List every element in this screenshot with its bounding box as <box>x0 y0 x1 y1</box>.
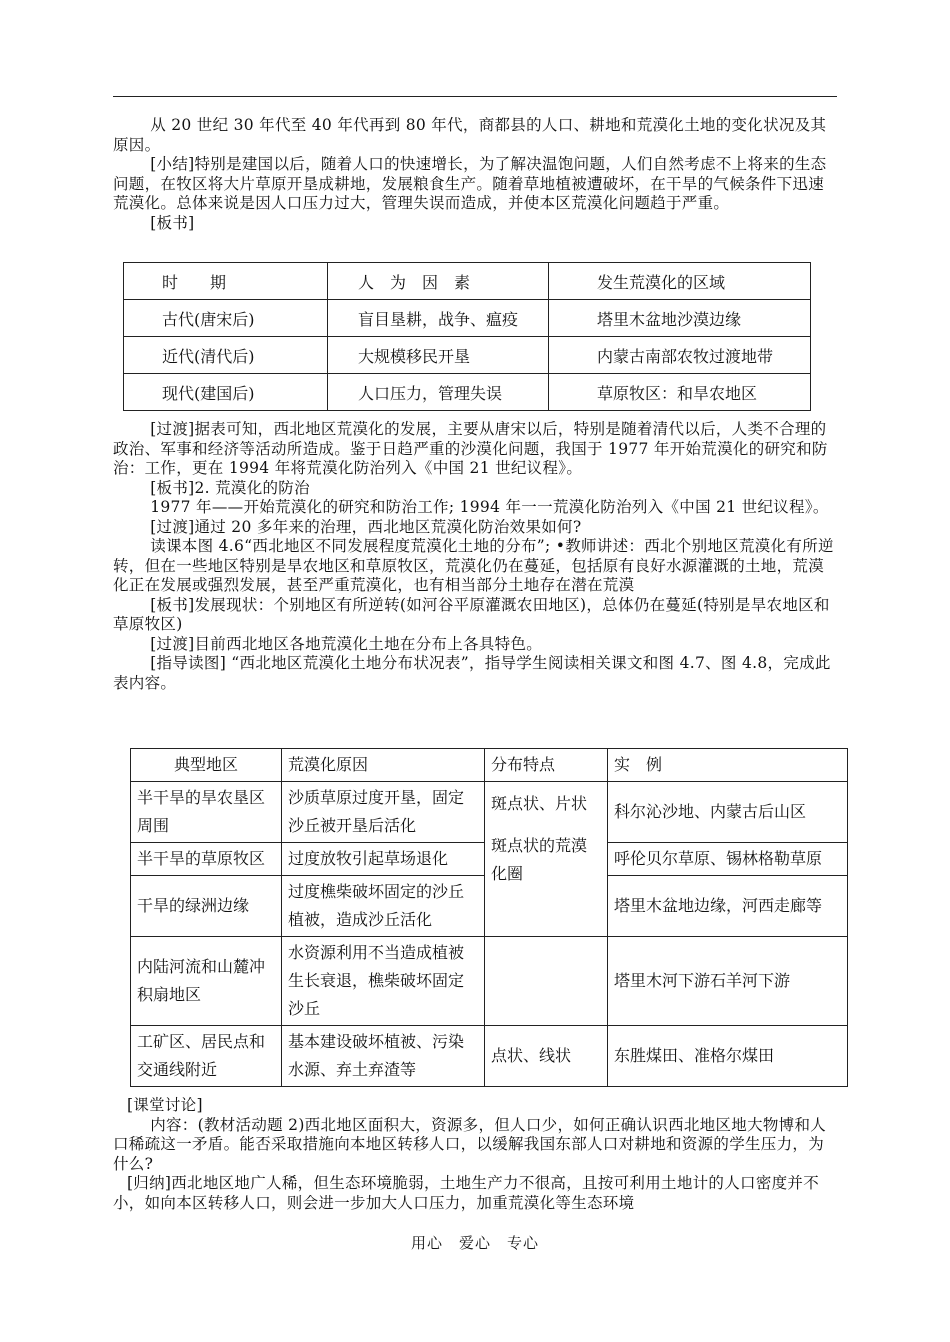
transition-paragraph: [过渡]通过 20 多年来的治理，西北地区荒漠化防治效果如何? <box>150 517 582 536</box>
feature-text: 斑点状、片状 <box>491 794 588 813</box>
paragraph: 1977 年——开始荒漠化的研究和防治工作; 1994 年一一荒漠化防治列入《中国 21 世纪议程》。 <box>150 498 829 516</box>
table-row <box>124 374 811 411</box>
table-cell: 沙质草原过度开垦，固定沙丘被开垦后活化 <box>282 782 485 843</box>
discussion-section <box>113 1096 837 1213</box>
table-cell: 过度樵柴破坏固定的沙丘植被，造成沙丘活化 <box>282 876 485 937</box>
board-paragraph: [板书]发展现状：个别地区有所逆转(如河谷平原灌溉农田地区)，总体仍在蔓延(特别是旱农地区和草原牧区) <box>113 595 830 633</box>
table-cell: 古代(唐宋后) <box>124 300 328 337</box>
table-header-row <box>131 749 848 782</box>
table-cell: 人口压力，管理失误 <box>328 374 549 411</box>
table-header-cell: 荒漠化原因 <box>282 749 485 782</box>
page-footer: 用心 爱心 专心 <box>410 1234 539 1252</box>
table-header-row <box>124 263 811 300</box>
table-cell: 呼伦贝尔草原、锡林格勒草原 <box>608 843 848 876</box>
table-cell: 半干旱的草原牧区 <box>131 843 282 876</box>
table-cell <box>485 937 608 1026</box>
table-header-cell: 发生荒漠化的区域 <box>549 263 811 300</box>
board-label: [板书] <box>150 213 195 232</box>
table-cell: 干旱的绿洲边缘 <box>131 876 282 937</box>
middle-section <box>113 420 837 693</box>
table-cell: 现代(建国后) <box>124 374 328 411</box>
table-cell: 草原牧区：和旱农地区 <box>549 374 811 411</box>
table-header-cell: 人 为 因 素 <box>328 263 549 300</box>
table-cell: 盲目垦耕，战争、瘟疫 <box>328 300 549 337</box>
table-row <box>131 1026 848 1087</box>
summary-paragraph: [小结]特别是建国以后，随着人口的快速增长，为了解决温饱问题，人们自然考虑不上将来的生态问题，在牧区将大片草原开垦成耕地，发展粮食生产。随着草地植被遭破坏，在干旱的气候条件下迅速荒漠化。总体来说是因人口压力过大，管理失误而造成，并使本区荒漠化问题趋于严重。 <box>113 155 827 212</box>
table-cell: 大规模移民开垦 <box>328 337 549 374</box>
table-cell: 塔里木河下游石羊河下游 <box>608 937 848 1026</box>
table-header-cell: 时 期 <box>124 263 328 300</box>
summary-paragraph: [归纳]西北地区地广人稀，但生态环境脆弱，土地生产力不很高，且按可利用土地计的人口密度并不小，如向本区转移人口，则会进一步加大人口压力，加重荒漠化等生态环境 <box>113 1174 820 1212</box>
table-cell: 半干旱的旱农垦区周围 <box>131 782 282 843</box>
table-cell: 科尔沁沙地、内蒙古后山区 <box>608 782 848 843</box>
table-cell: 内蒙古南部农牧过渡地带 <box>549 337 811 374</box>
table-row <box>124 337 811 374</box>
table-row <box>131 782 848 843</box>
transition-paragraph: [过渡]目前西北地区各地荒漠化土地在分布上各具特色。 <box>150 634 543 653</box>
guide-paragraph: [指导读图] “西北地区荒漠化土地分布状况表”，指导学生阅读相关课文和图 4.7、图 4.8，完成此表内容。 <box>113 654 831 692</box>
board-heading: [板书]2. 荒漠化的防治 <box>150 478 310 497</box>
table-header-cell: 实 例 <box>608 749 848 782</box>
desertification-distribution-table <box>130 748 848 1087</box>
paragraph: 读课本图 4.6“西北地区不同发展程度荒漠化土地的分布”; •教师讲述：西北个别地区荒漠化有所逆转，但在一些地区特别是旱农地区和草原牧区，荒漠化仍在蔓延，包括原有良好水源灌溉的土地，荒漠化正在发展或强烈发展，甚至严重荒漠化，也有相当部分土地存在潜在荒漠 <box>113 537 834 594</box>
feature-text: 斑点状的荒漠化圈 <box>491 836 588 883</box>
table-cell: 内陆河流和山麓冲积扇地区 <box>131 937 282 1026</box>
desertification-history-table <box>123 262 811 411</box>
paragraph: 内容：(教材活动题 2)西北地区面积大，资源多，但人口少，如何正确认识西北地区地大物博和人口稀疏这一矛盾。能否采取措施向本地区转移人口，以缓解我国东部人口对耕地和资源的学生压力，为什么? <box>113 1115 827 1173</box>
paragraph: 从 20 世纪 30 年代至 40 年代再到 80 年代，商都县的人口、耕地和荒漠化土地的变化状况及其原因。 <box>113 116 827 154</box>
table-cell: 东胜煤田、准格尔煤田 <box>608 1026 848 1087</box>
discussion-label: [课堂讨论] <box>126 1096 203 1114</box>
intro-section <box>113 116 837 233</box>
table-cell: 塔里木盆地沙漠边缘 <box>549 300 811 337</box>
table-header-cell: 分布特点 <box>485 749 608 782</box>
table-cell <box>485 782 608 937</box>
table-cell: 基本建设破坏植被、污染水源、弃土弃渣等 <box>282 1026 485 1087</box>
table-cell: 近代(清代后) <box>124 337 328 374</box>
table-cell: 水资源利用不当造成植被生长衰退，樵柴破坏固定沙丘 <box>282 937 485 1026</box>
table-cell: 塔里木盆地边缘，河西走廊等 <box>608 876 848 937</box>
table-cell: 工矿区、居民点和交通线附近 <box>131 1026 282 1087</box>
table-header-cell: 典型地区 <box>131 749 282 782</box>
table-row <box>124 300 811 337</box>
table-row <box>131 937 848 1026</box>
header-rule <box>113 96 837 97</box>
table-cell: 过度放牧引起草场退化 <box>282 843 485 876</box>
transition-paragraph: [过渡]据表可知，西北地区荒漠化的发展，主要从唐宋以后，特别是随着清代以后，人类不合理的政治、军事和经济等活动所造成。鉴于日趋严重的沙漠化问题，我国于 1977 年开始荒漠化的研究和防治：工作，更在 1994 年将荒漠化防治列入《中国 21 世纪议程》。 <box>113 420 828 477</box>
table-cell: 点状、线状 <box>485 1026 608 1087</box>
